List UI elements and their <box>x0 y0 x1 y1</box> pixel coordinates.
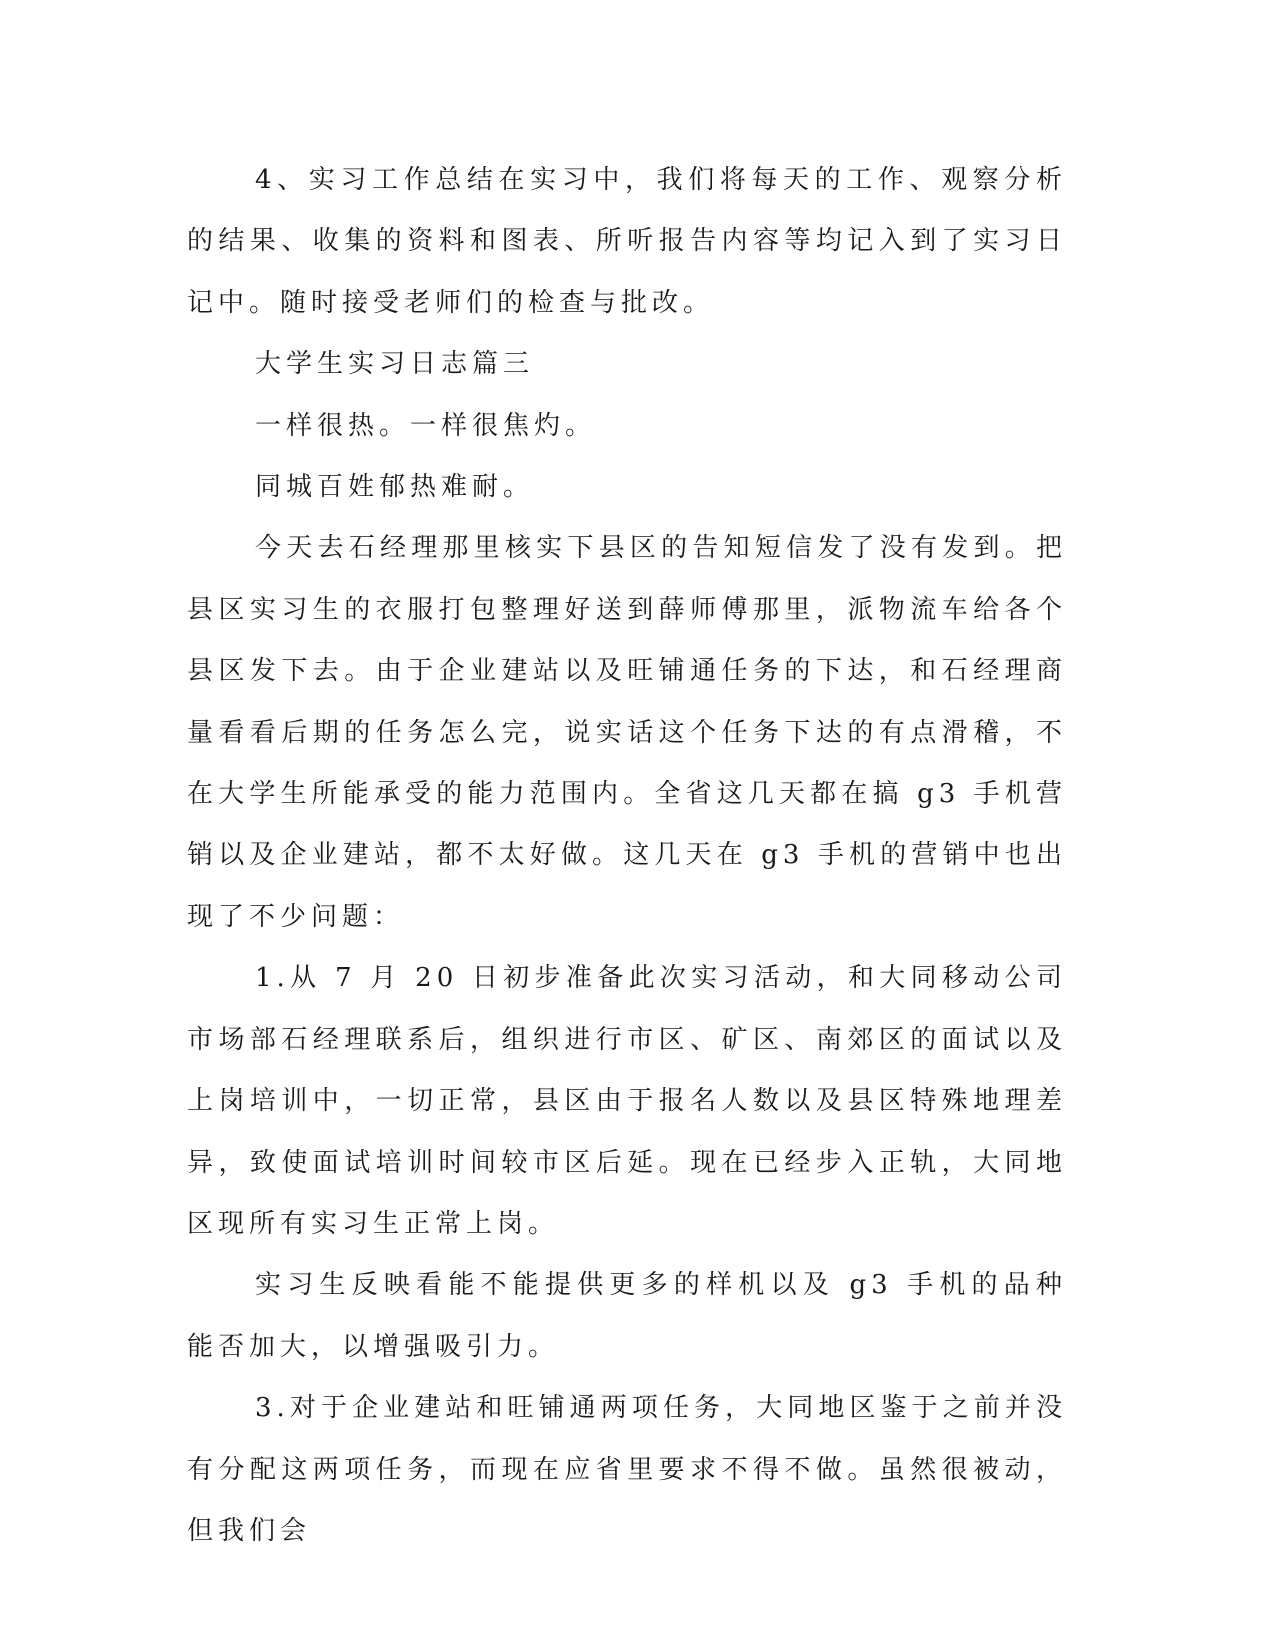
paragraph-internship-summary: 4、实习工作总结在实习中，我们将每天的工作、观察分析的结果、收集的资料和图表、所听报告内容等均记入到了实习日记中。随时接受老师们的检查与批改。 <box>187 165 1067 318</box>
section-heading: 大学生实习日志篇三 <box>255 349 535 380</box>
paragraph-item-1: 1.从 7 月 20 日初步准备此次实习活动，和大同移动公司市场部石经理联系后，组织进行市区、矿区、南郊区的面试以及上岗培训中，一切正常，县区由于报名人数以及县区特殊地理差异，致使面试培训时间较市区后延。现在已经步入正轨，大同地区现所有实习生正常上岗。 <box>187 963 1067 1239</box>
paragraph-today-tasks: 今天去石经理那里核实下县区的告知短信发了没有发到。把县区实习生的衣服打包整理好送到薛师傅那里，派物流车给各个县区发下去。由于企业建站以及旺铺通任务的下达，和石经理商量看看后期的任务怎么完，说实话这个任务下达的有点滑稽，不在大学生所能承受的能力范围内。全省这几天都在搞 g3 手机营销以及企业建站，都不太好做。这几天在 g3 手机的营销中也出现了不少问题： <box>187 533 1067 932</box>
document-body <box>187 150 1067 1562</box>
paragraph-item-3: 3.对于企业建站和旺铺通两项任务，大同地区鉴于之前并没有分配这两项任务，而现在应省里要求不得不做。虽然很被动，但我们会 <box>187 1393 1067 1546</box>
paragraph-hot-weather: 一样很热。一样很焦灼。 <box>255 410 597 441</box>
paragraph-sample-phones: 实习生反映看能不能提供更多的样机以及 g3 手机的品种能否加大，以增强吸引力。 <box>187 1270 1067 1362</box>
paragraph-city-residents: 同城百姓郁热难耐。 <box>255 472 535 503</box>
